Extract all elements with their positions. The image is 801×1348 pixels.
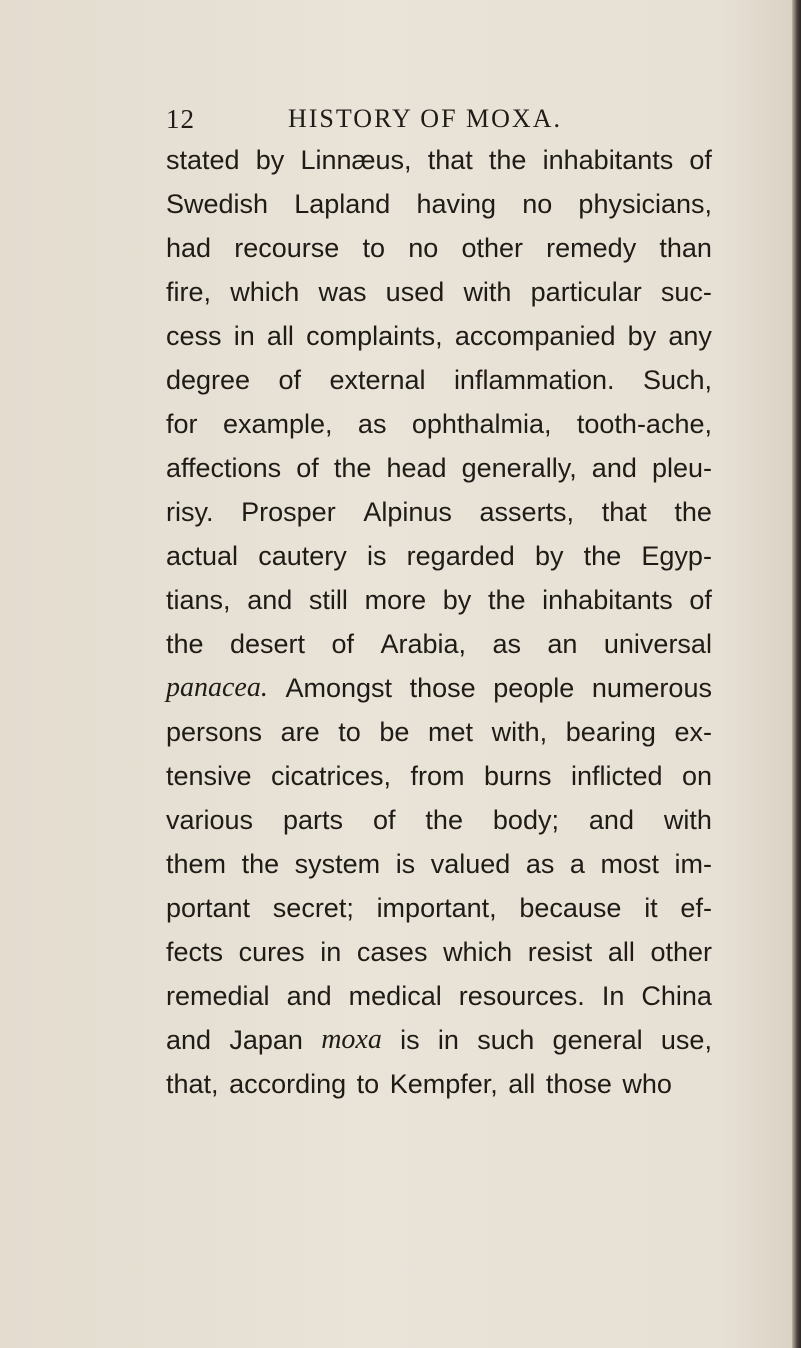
text-line: persons are to be met with, bearing ex- [166,717,712,747]
text-line: for example, as ophthalmia, tooth-ache, [166,409,712,439]
page-edge-shadow [792,0,801,1348]
text-line: tensive cicatrices, from burns inflicted on [166,761,712,791]
text-line: and Japan moxa is in such general use, [166,1024,712,1055]
body-text [166,138,712,1106]
page-number: 12 [166,104,195,134]
text-line: remedial and medical resources. In China [166,981,712,1011]
running-title: HISTORY OF MOXA. [288,104,562,133]
text-line: Swedish Lapland having no physicians, [166,189,712,219]
text-line: them the system is valued as a most im- [166,849,712,879]
text-line: that, according to Kempfer, all those who [166,1069,672,1099]
text-line: tians, and still more by the inhabitants of [166,585,712,615]
text-line: portant secret; important, because it ef- [166,893,712,923]
text-line: fects cures in cases which resist all other [166,937,712,967]
text-line: various parts of the body; and with [166,805,712,835]
text-line: had recourse to no other remedy than [166,233,712,263]
text-line: cess in all complaints, accompanied by any [166,321,712,351]
text-line: fire, which was used with particular suc- [166,277,712,307]
text-line: the desert of Arabia, as an universal [166,629,712,659]
text-line: risy. Prosper Alpinus asserts, that the [166,497,712,527]
text-line: affections of the head generally, and pleu- [166,453,712,483]
text-line: degree of external inflammation. Such, [166,365,712,395]
text-line: stated by Linnæus, that the inhabitants of [166,145,712,175]
text-line: actual cautery is regarded by the Egyp- [166,541,712,571]
text-line: panacea. Amongst those people numerous [166,672,712,703]
